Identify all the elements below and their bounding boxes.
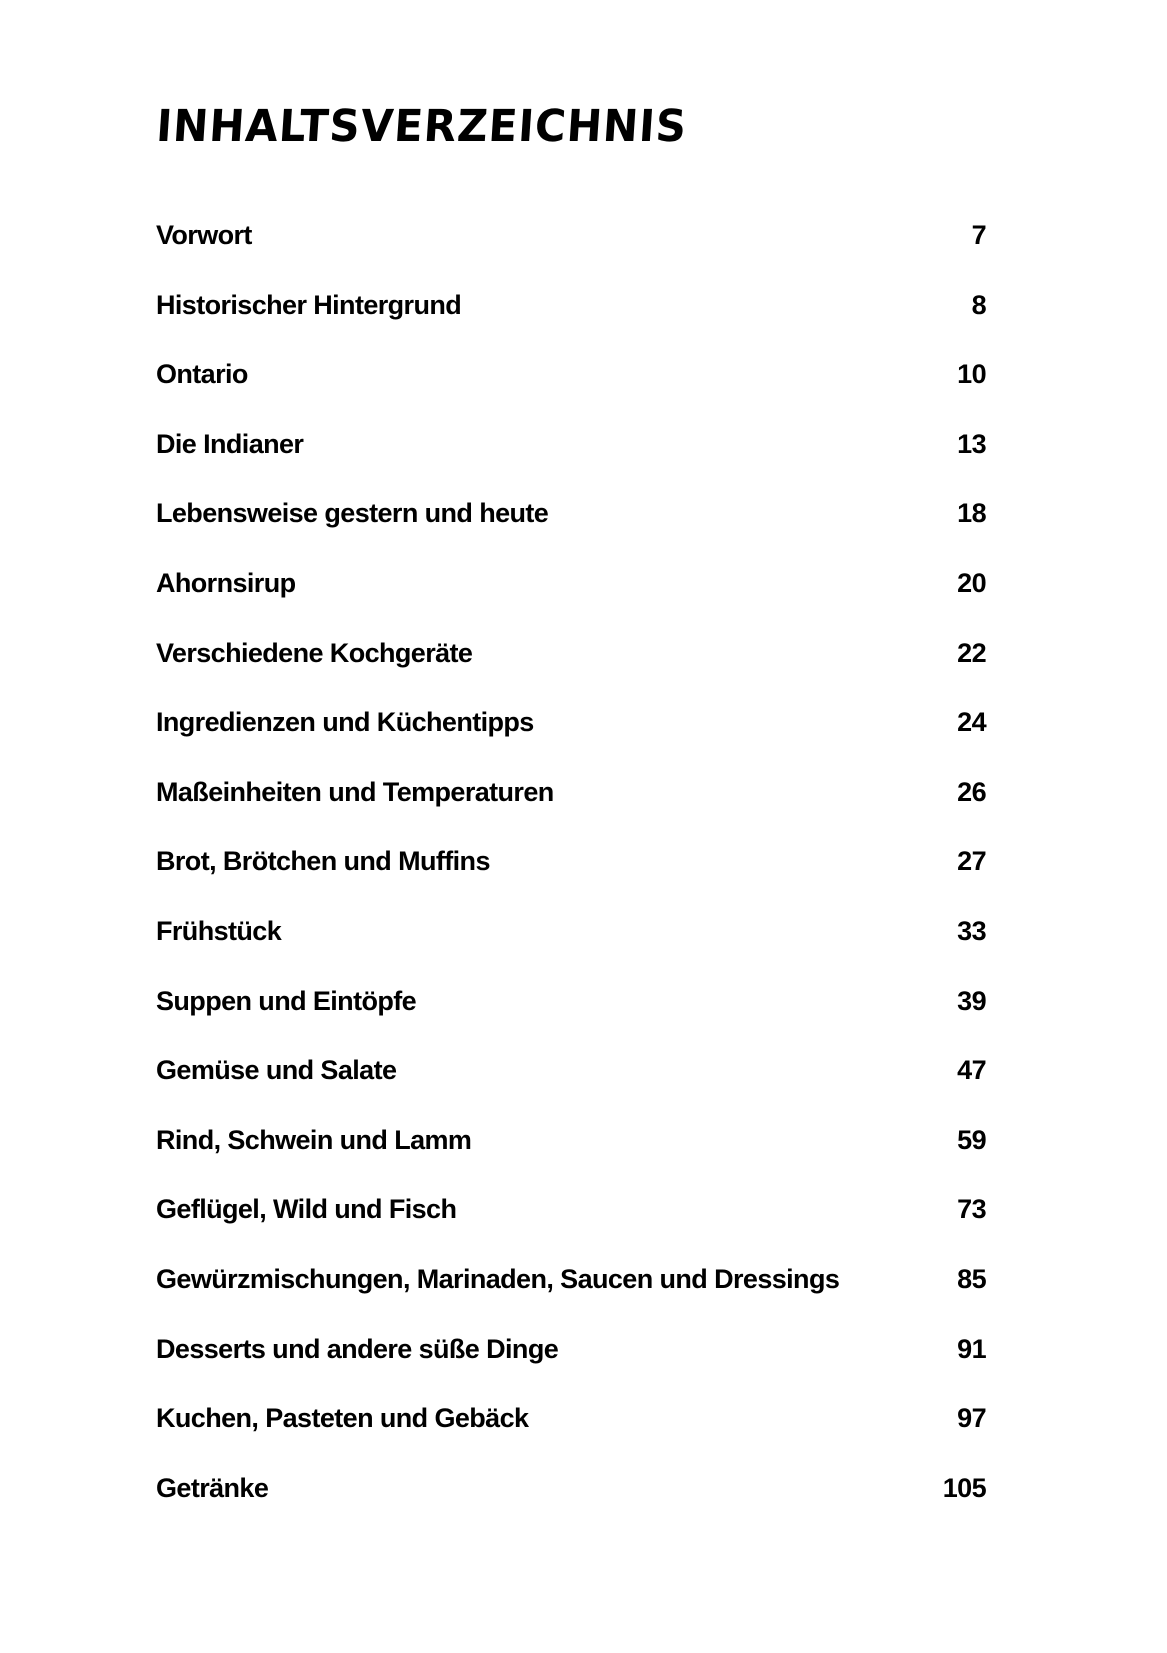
toc-entry-page: 39 bbox=[957, 985, 986, 1016]
toc-entry-title: Vorwort bbox=[156, 220, 252, 250]
toc-entry-page: 91 bbox=[957, 1333, 986, 1364]
toc-entry bbox=[156, 1473, 986, 1543]
toc-entry-title: Suppen und Eintöpfe bbox=[156, 985, 417, 1016]
toc-entry-title: Desserts und andere süße Dinge bbox=[156, 1333, 559, 1364]
toc-entry bbox=[156, 1403, 986, 1473]
toc-entry-page: 24 bbox=[957, 707, 986, 738]
toc-entry-page: 27 bbox=[957, 846, 986, 877]
toc-entry bbox=[156, 846, 986, 916]
toc-entry bbox=[156, 986, 986, 1056]
toc-entry-title: Geflügel, Wild und Fisch bbox=[156, 1194, 457, 1225]
toc-entry-title: Historischer Hintergrund bbox=[156, 289, 462, 320]
toc-entry bbox=[156, 1194, 986, 1264]
toc-entry-title: Getränke bbox=[156, 1472, 269, 1503]
toc-entry-page: 26 bbox=[957, 776, 986, 807]
toc-entry-title: Ingredienzen und Küchentipps bbox=[156, 707, 534, 738]
toc-entry-title: Ontario bbox=[156, 359, 248, 390]
toc-entry-page: 59 bbox=[957, 1124, 986, 1155]
toc-entry bbox=[156, 1125, 986, 1195]
toc-entry-title: Frühstück bbox=[156, 915, 282, 946]
toc-entry-title: Lebensweise gestern und heute bbox=[156, 498, 549, 529]
table-of-contents bbox=[156, 220, 986, 1542]
toc-entry bbox=[156, 707, 986, 777]
toc-entry-page: 97 bbox=[957, 1403, 986, 1434]
toc-entry-page: 105 bbox=[942, 1472, 986, 1503]
toc-entry-page: 22 bbox=[957, 637, 986, 668]
toc-entry bbox=[156, 359, 986, 429]
toc-entry bbox=[156, 916, 986, 986]
toc-entry bbox=[156, 220, 986, 290]
toc-entry-page: 73 bbox=[957, 1194, 986, 1225]
toc-entry-title: Gewürzmischungen, Marinaden, Saucen und Dressings bbox=[156, 1263, 840, 1294]
toc-entry-page: 7 bbox=[971, 220, 986, 250]
toc-entry bbox=[156, 777, 986, 847]
toc-entry-page: 85 bbox=[957, 1263, 986, 1294]
toc-entry-page: 18 bbox=[957, 498, 986, 529]
toc-entry-page: 33 bbox=[957, 915, 986, 946]
toc-entry-title: Gemüse und Salate bbox=[156, 1055, 397, 1086]
toc-entry-title: Brot, Brötchen und Muffins bbox=[156, 846, 490, 877]
toc-entry bbox=[156, 429, 986, 499]
toc-entry-title: Rind, Schwein und Lamm bbox=[156, 1124, 472, 1155]
toc-entry bbox=[156, 1334, 986, 1404]
toc-entry-page: 10 bbox=[957, 359, 986, 390]
toc-entry-title: Ahornsirup bbox=[156, 567, 296, 598]
toc-entry-page: 20 bbox=[957, 567, 986, 598]
toc-entry bbox=[156, 290, 986, 360]
toc-entry bbox=[156, 1264, 986, 1334]
toc-entry-page: 47 bbox=[957, 1055, 986, 1086]
toc-entry bbox=[156, 1055, 986, 1125]
toc-entry-page: 13 bbox=[957, 428, 986, 459]
page-title: INHALTSVERZEICHNIS bbox=[154, 99, 689, 152]
toc-entry bbox=[156, 568, 986, 638]
toc-entry bbox=[156, 638, 986, 708]
toc-entry-title: Maßeinheiten und Temperaturen bbox=[156, 776, 554, 807]
toc-entry-page: 8 bbox=[971, 289, 986, 320]
toc-entry bbox=[156, 498, 986, 568]
toc-entry-title: Kuchen, Pasteten und Gebäck bbox=[156, 1403, 529, 1434]
toc-entry-title: Die Indianer bbox=[156, 428, 304, 459]
toc-entry-title: Verschiedene Kochgeräte bbox=[156, 637, 473, 668]
